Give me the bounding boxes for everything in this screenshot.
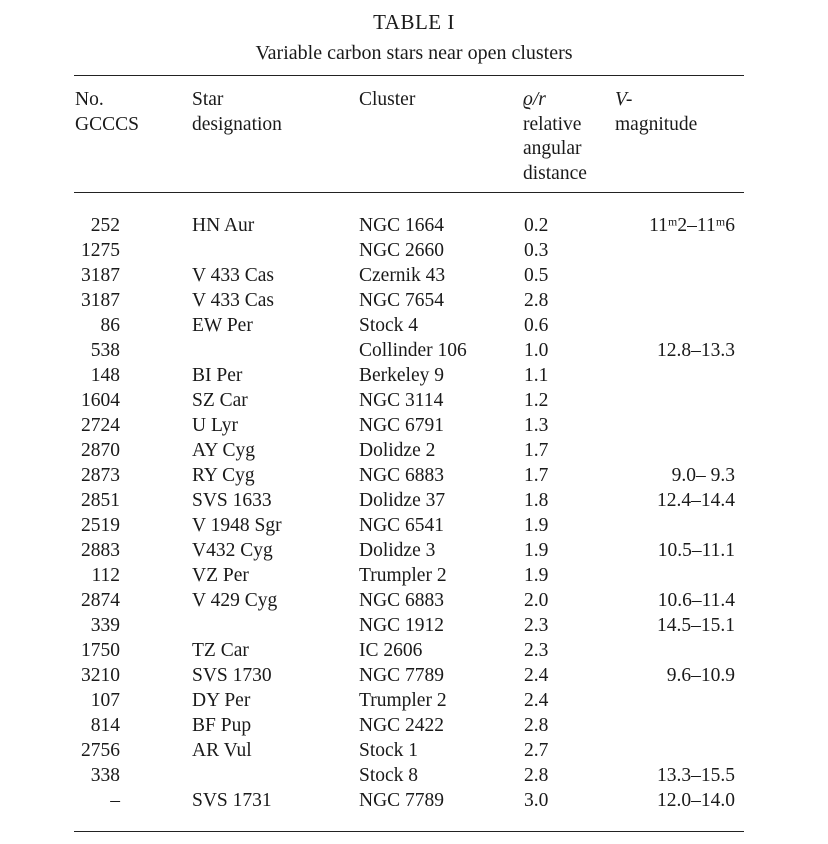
cell-cluster: Berkeley 9 — [359, 365, 445, 386]
cell-cluster: Dolidze 2 — [359, 440, 436, 461]
cell-cluster: IC 2606 — [359, 640, 423, 661]
cell-star-designation: V 433 Cas — [192, 290, 274, 311]
cell-no: 1750 — [81, 640, 120, 661]
cell-v-magnitude: 10.6–11.4 — [657, 590, 735, 611]
table-row — [0, 413, 828, 438]
cell-no: 2851 — [81, 490, 120, 511]
cell-v-magnitude: 10.5–11.1 — [657, 540, 735, 561]
cell-v-magnitude: 12.0–14.0 — [657, 790, 735, 811]
cell-cluster: NGC 6883 — [359, 590, 445, 611]
cell-no: 2883 — [81, 540, 120, 561]
cell-relative-distance: 2.0 — [524, 590, 549, 611]
header-distance-line: angular — [523, 138, 582, 159]
cell-cluster: Trumpler 2 — [359, 690, 447, 711]
cell-no: 1604 — [81, 390, 120, 411]
table-row — [0, 488, 828, 513]
cell-no: 814 — [90, 715, 120, 736]
cell-star-designation: V432 Cyg — [192, 540, 273, 561]
table-row — [0, 313, 828, 338]
cell-star-designation: TZ Car — [192, 640, 249, 661]
table-row — [0, 763, 828, 788]
cell-star-designation: V 1948 Sgr — [192, 515, 282, 536]
cell-star-designation: AR Vul — [192, 740, 252, 761]
cell-no: 2873 — [81, 465, 120, 486]
cell-relative-distance: 2.4 — [524, 690, 549, 711]
table-row — [0, 688, 828, 713]
cell-star-designation: HN Aur — [192, 215, 255, 236]
table-row — [0, 563, 828, 588]
cell-relative-distance: 2.8 — [524, 290, 549, 311]
cell-v-magnitude: 11ᵐ2–11ᵐ6 — [649, 215, 735, 236]
header-no — [75, 88, 139, 137]
table-row — [0, 613, 828, 638]
table-row — [0, 638, 828, 663]
cell-no: 3210 — [81, 665, 120, 686]
cell-cluster: NGC 6883 — [359, 465, 445, 486]
header-distance-line: ϱ/r — [523, 89, 546, 110]
cell-no: 338 — [90, 765, 120, 786]
cell-relative-distance: 0.2 — [524, 215, 549, 236]
cell-relative-distance: 2.8 — [524, 765, 549, 786]
cell-star-designation: EW Per — [192, 315, 253, 336]
cell-cluster: NGC 7789 — [359, 665, 445, 686]
table-row — [0, 788, 828, 813]
cell-cluster: NGC 6541 — [359, 515, 445, 536]
cell-no: 1275 — [81, 240, 120, 261]
header-no-line: No. — [75, 89, 104, 110]
cell-relative-distance: 1.8 — [524, 490, 549, 511]
header-star — [192, 88, 282, 137]
table-row — [0, 438, 828, 463]
top-rule — [74, 75, 744, 76]
cell-cluster: Stock 4 — [359, 315, 419, 336]
cell-relative-distance: 3.0 — [524, 790, 549, 811]
cell-star-designation: BI Per — [192, 365, 243, 386]
cell-no: 86 — [100, 315, 120, 336]
cell-relative-distance: 1.9 — [524, 540, 549, 561]
cell-relative-distance: 2.3 — [524, 615, 549, 636]
header-distance-line: relative — [523, 113, 582, 135]
cell-relative-distance: 2.3 — [524, 640, 549, 661]
cell-star-designation: U Lyr — [192, 415, 239, 436]
header-star-line: designation — [192, 113, 282, 135]
bottom-rule — [74, 831, 744, 832]
cell-cluster: NGC 1912 — [359, 615, 445, 636]
table-row — [0, 513, 828, 538]
cell-no: 2724 — [81, 415, 120, 436]
cell-cluster: NGC 7789 — [359, 790, 445, 811]
cell-cluster: Czernik 43 — [359, 265, 446, 286]
cell-relative-distance: 0.6 — [524, 315, 549, 336]
cell-star-designation: SVS 1730 — [192, 665, 272, 686]
cell-no: 107 — [90, 690, 120, 711]
table-body — [0, 213, 828, 813]
cell-no: 2756 — [81, 740, 120, 761]
header-vmag — [615, 88, 697, 137]
table-row — [0, 288, 828, 313]
cell-cluster: Dolidze 37 — [359, 490, 446, 511]
cell-no: 3187 — [81, 290, 120, 311]
cell-cluster: Dolidze 3 — [359, 540, 436, 561]
table-row — [0, 463, 828, 488]
cell-v-magnitude: 13.3–15.5 — [657, 765, 735, 786]
cell-star-designation: SZ Car — [192, 390, 248, 411]
cell-v-magnitude: 9.0– 9.3 — [671, 465, 735, 486]
cell-relative-distance: 1.7 — [524, 465, 549, 486]
cell-relative-distance: 1.7 — [524, 440, 549, 461]
cell-cluster: NGC 1664 — [359, 215, 445, 236]
cell-cluster: NGC 6791 — [359, 415, 445, 436]
cell-no: 148 — [90, 365, 120, 386]
cell-v-magnitude: 12.4–14.4 — [657, 490, 735, 511]
table-row — [0, 238, 828, 263]
cell-v-magnitude: 9.6–10.9 — [666, 665, 735, 686]
cell-relative-distance: 0.3 — [524, 240, 549, 261]
header-distance-line: distance — [523, 162, 587, 184]
table-row — [0, 363, 828, 388]
cell-cluster: Collinder 106 — [359, 340, 467, 361]
header-distance — [523, 88, 587, 186]
header-no-line: GCCCS — [75, 113, 139, 135]
table-caption: Variable carbon stars near open clusters — [255, 42, 573, 64]
cell-relative-distance: 1.3 — [524, 415, 549, 436]
header-cluster — [359, 88, 415, 113]
header-vmag-line: V- — [615, 89, 633, 110]
cell-v-magnitude: 12.8–13.3 — [657, 340, 735, 361]
header-star-line: Star — [192, 89, 224, 110]
table-row — [0, 213, 828, 238]
header-cluster-line: Cluster — [359, 89, 416, 110]
cell-cluster: NGC 7654 — [359, 290, 445, 311]
cell-cluster: NGC 3114 — [359, 390, 444, 411]
cell-cluster: NGC 2660 — [359, 240, 445, 261]
table-row — [0, 738, 828, 763]
cell-relative-distance: 2.4 — [524, 665, 549, 686]
cell-relative-distance: 1.9 — [524, 515, 549, 536]
cell-relative-distance: 1.9 — [524, 565, 549, 586]
cell-star-designation: V 433 Cas — [192, 265, 274, 286]
cell-relative-distance: 1.2 — [524, 390, 549, 411]
cell-no: 3187 — [81, 265, 120, 286]
cell-cluster: NGC 2422 — [359, 715, 445, 736]
cell-star-designation: SVS 1731 — [192, 790, 272, 811]
cell-relative-distance: 0.5 — [524, 265, 549, 286]
cell-relative-distance: 1.1 — [524, 365, 549, 386]
cell-star-designation: SVS 1633 — [192, 490, 272, 511]
cell-relative-distance: 2.8 — [524, 715, 549, 736]
table-row — [0, 663, 828, 688]
cell-star-designation: RY Cyg — [192, 465, 255, 486]
cell-no: 538 — [90, 340, 120, 361]
cell-no: 339 — [90, 615, 120, 636]
cell-no: 2519 — [81, 515, 120, 536]
table-row — [0, 388, 828, 413]
header-rule — [74, 192, 744, 193]
table-row — [0, 263, 828, 288]
cell-star-designation: DY Per — [192, 690, 251, 711]
cell-no: – — [110, 790, 120, 811]
cell-relative-distance: 1.0 — [524, 340, 549, 361]
cell-star-designation: V 429 Cyg — [192, 590, 278, 611]
table-row — [0, 338, 828, 363]
cell-no: 112 — [91, 565, 120, 586]
cell-cluster: Stock 1 — [359, 740, 419, 761]
cell-star-designation: BF Pup — [192, 715, 252, 736]
cell-v-magnitude: 14.5–15.1 — [657, 615, 735, 636]
table-row — [0, 588, 828, 613]
cell-no: 2874 — [81, 590, 120, 611]
cell-no: 2870 — [81, 440, 120, 461]
cell-cluster: Trumpler 2 — [359, 565, 447, 586]
cell-star-designation: VZ Per — [192, 565, 249, 586]
cell-no: 252 — [90, 215, 120, 236]
cell-star-designation: AY Cyg — [192, 440, 256, 461]
cell-cluster: Stock 8 — [359, 765, 419, 786]
table-row — [0, 713, 828, 738]
header-vmag-line: magnitude — [615, 113, 698, 135]
cell-relative-distance: 2.7 — [524, 740, 549, 761]
table-title: TABLE I — [373, 10, 455, 34]
table-row — [0, 538, 828, 563]
